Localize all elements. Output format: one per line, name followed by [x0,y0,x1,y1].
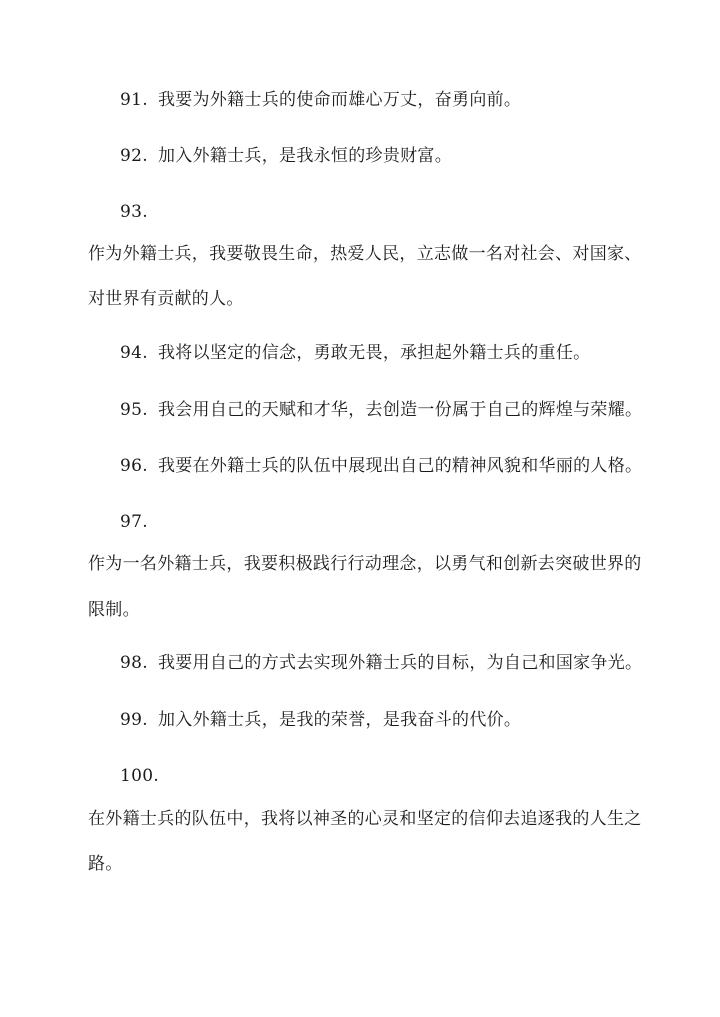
item-number: 95. [120,400,148,420]
item-text: 我会用自己的天赋和才华，去创造一份属于自己的辉煌与荣耀。 [157,400,643,420]
item-text-line: 路。 [88,854,123,874]
item-text-line: 在外籍士兵的队伍中，我将以神圣的心灵和坚定的信仰去追逐我的人生之 [88,809,642,829]
item-number: 100. [120,766,160,786]
item-text-line: 作为外籍士兵，我要敬畏生命，热爱人民，立志做一名对社会、对国家、 [88,244,642,264]
item-number: 98. [120,653,148,673]
item-text: 我将以坚定的信念，勇敢无畏，承担起外籍士兵的重任。 [157,343,591,363]
list-item [120,455,642,477]
list-item [120,709,521,731]
list-item [120,145,452,167]
item-number: 91. [120,90,148,110]
item-number: 93. [120,202,148,222]
item-number: 97. [120,512,148,532]
item-text: 加入外籍士兵，是我的荣誉，是我奋斗的代价。 [157,710,522,730]
item-text: 我要用自己的方式去实现外籍士兵的目标，为自己和国家争光。 [157,653,643,673]
item-number: 92. [120,146,148,166]
item-text: 我要为外籍士兵的使命而雄心万丈，奋勇向前。 [157,90,522,110]
list-item [120,89,521,111]
item-text-line: 作为一名外籍士兵，我要积极践行行动理念，以勇气和创新去突破世界的 [88,554,642,574]
item-number: 99. [120,710,148,730]
list-item [120,399,642,421]
item-number: 94. [120,343,148,363]
list-item [120,652,642,674]
item-text-line: 对世界有贡献的人。 [88,289,244,309]
item-text: 加入外籍士兵，是我永恒的珍贵财富。 [157,146,453,166]
item-text-line: 限制。 [88,600,140,620]
item-text: 我要在外籍士兵的队伍中展现出自己的精神风貌和华丽的人格。 [157,456,643,476]
list-item [120,342,590,364]
item-number: 96. [120,456,148,476]
